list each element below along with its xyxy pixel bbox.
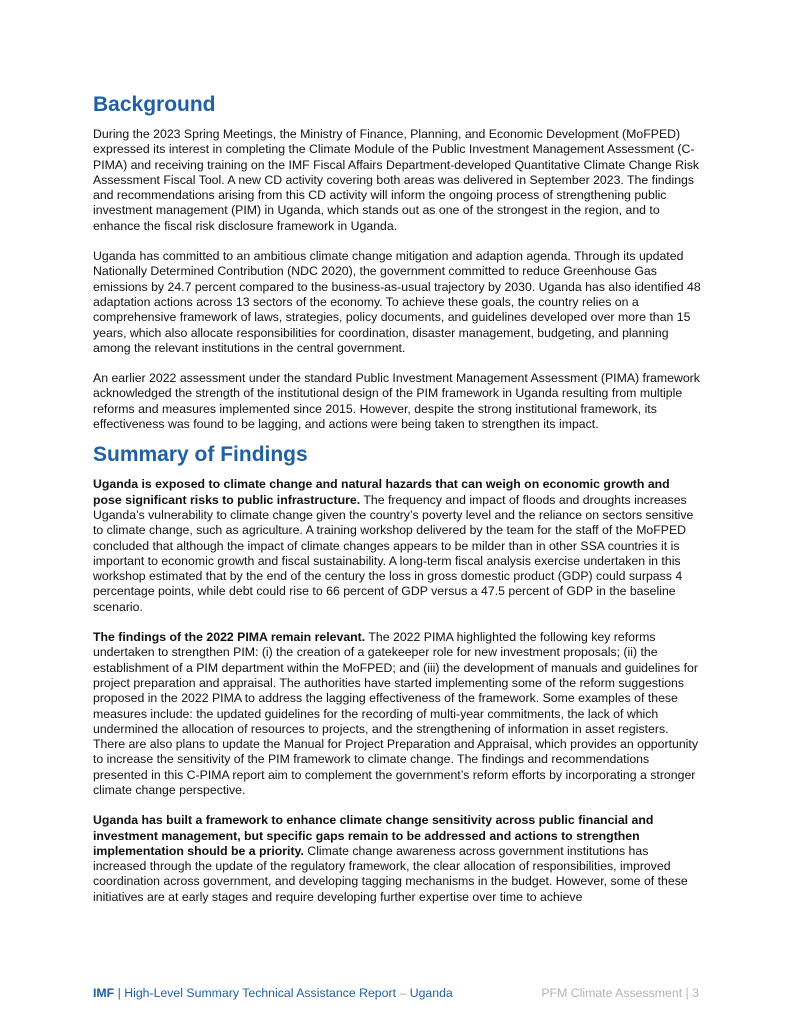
footer-title: High-Level Summary Technical Assistance Report — [124, 986, 396, 1000]
section-heading-background: Background — [93, 93, 216, 116]
paragraph-lead: Uganda has built a framework to enhance climate change sensitivity across public financial and investment management, but specific gaps remain to be addressed and actions to strengthen implementation should be a priority. — [93, 813, 654, 858]
page-number: 3 — [692, 986, 699, 1000]
paragraph — [93, 630, 701, 798]
footer-section-label: PFM Climate Assessment — [541, 986, 683, 1000]
paragraph-lead: Uganda is exposed to climate change and natural hazards that can weigh on economic growth and pose significant risks to public infrastructure. — [93, 477, 670, 507]
footer-dash: – — [396, 986, 410, 1000]
paragraph-lead: The findings of the 2022 PIMA remain relevant. — [93, 630, 366, 645]
footer-separator: | — [114, 986, 125, 1000]
paragraph-text: The frequency and impact of floods and droughts increases Uganda’s vulnerability to climate change given the country’s poverty level and the reliance on sectors sensitive to climate change, such as agriculture. A training workshop delivered by the team for the staff of the MoFPED concluded that although the impact of climate changes appears to be milder than in other SSA countries it is important to economic growth and fiscal sustainability. A long-term fiscal analysis exercise undertaken in this workshop estimated that by the end of the century the loss in gross domestic product (GDP) could surpass 4 percentage points, while debt could rise to 66 percent of GDP versus a 47.5 percent of GDP in the baseline scenario. — [93, 492, 694, 614]
paragraph — [93, 249, 701, 356]
paragraph — [93, 371, 701, 432]
footer-page-info — [541, 985, 699, 1001]
paragraph — [93, 127, 701, 234]
paragraph-text: The 2022 PIMA highlighted the following key reforms undertaken to strengthen PIM: (i) the creation of a gatekeeper role for new investment proposals; (ii) the establishment of a PIM department within the MoFPED; and (iii) the development of manuals and guidelines for project preparation and appraisal. The authorities have started implementing some of the reform suggestions proposed in the 2022 PIMA to address the lagging effectiveness of the framework. Some examples of these measures include: the updated guidelines for the recording of multi-year commitments, the lack of which undermined the allocation of resources to projects, and the strengthening of information in asset registers. There are also plans to update the Manual for Project Preparation and Appraisal, which provides an opportunity to increase the sensitivity of the PIM framework to climate change. The findings and recommendations presented in this C-PIMA report aim to complement the government’s reform efforts by incorporating a stronger climate change perspective. — [93, 630, 698, 797]
paragraph — [93, 477, 701, 615]
paragraph-text: Uganda has committed to an ambitious climate change mitigation and adaption agenda. Through its updated Nationally Determined Contribution (NDC 2020), the government committed to reduce Greenhouse Gas emissions by 24.7 percent compared to the business-as-usual trajectory by 2030. Uganda has also identified 48 adaptation actions across 13 sectors of the economy. To achieve these goals, the country relies on a comprehensive framework of laws, strategies, policy documents, and guidelines developed over more than 15 years, which also allocate responsibilities for coordination, disaster management, budgeting, and planning among the relevant institutions in the central government. — [93, 249, 701, 355]
page-content — [93, 92, 701, 920]
footer-org: IMF — [93, 986, 115, 1000]
section-heading-summary-of-findings: Summary of Findings — [93, 443, 308, 467]
paragraph — [93, 813, 701, 905]
paragraph-text: During the 2023 Spring Meetings, the Ministry of Finance, Planning, and Economic Development (MoFPED) expressed its interest in completing the Climate Module of the Public Investment Management Assessment (C-PIMA) and receiving training on the IMF Fiscal Affairs Department-developed Quantitative Climate Change Risk Assessment Fiscal Tool. A new CD activity covering both areas was delivered in September 2023. The findings and recommendations arising from this CD activity will inform the ongoing process of strengthening public investment management (PIM) in Uganda, which stands out as one of the strongest in the region, and to enhance the fiscal risk disclosure framework in Uganda. — [93, 127, 700, 233]
footer-report-title — [93, 985, 453, 1001]
footer-separator: | — [682, 986, 693, 1000]
paragraph-text: An earlier 2022 assessment under the standard Public Investment Management Assessment (PIMA) framework acknowledged the strength of the institutional design of the PIM framework in Uganda resulting from multiple reforms and measures implemented since 2015. However, despite the strong institutional framework, its effectiveness was found to be lagging, and actions were being taken to strengthen its impact. — [93, 371, 700, 432]
footer-country: Uganda — [409, 986, 453, 1000]
paragraph-text: Climate change awareness across government institutions has increased through the update of the regulatory framework, the clear allocation of responsibilities, improved coordination across government, and developing tagging mechanisms in the budget. However, some of these initiatives are at early stages and require developing further expertise over time to achieve — [93, 843, 688, 904]
